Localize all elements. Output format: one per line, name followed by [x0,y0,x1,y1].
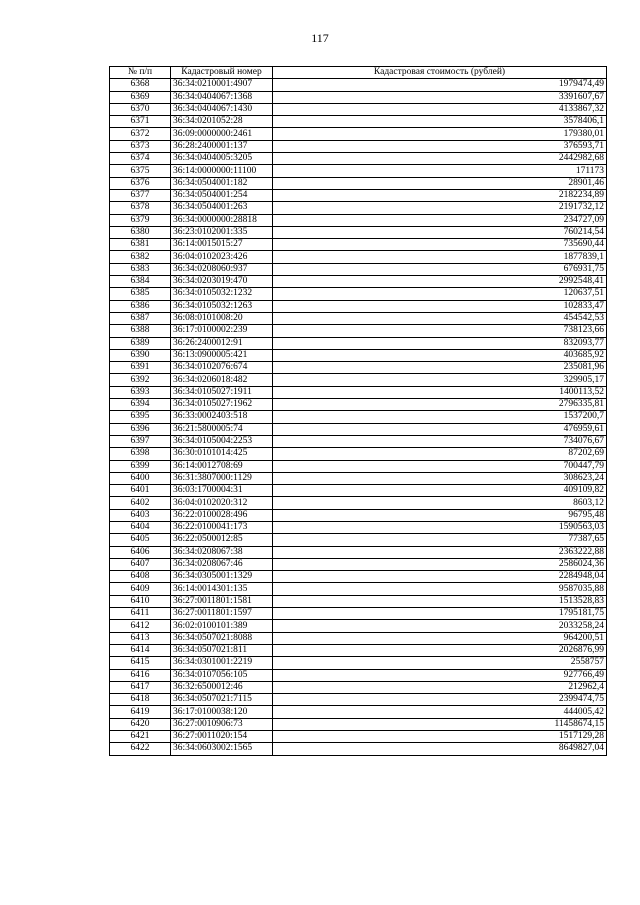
table-row [110,312,607,324]
row-number: 6419 [110,706,171,718]
cadastral-number: 36:22:0100041:173 [171,521,273,533]
cadastral-number: 36:21:5800005:74 [171,423,273,435]
cadastral-value: 1537200,7 [273,411,607,423]
cadastral-value: 832093,77 [273,337,607,349]
table-row [110,681,607,693]
cadastral-number: 36:03:1700004:31 [171,485,273,497]
cadastral-value: 8603,12 [273,497,607,509]
table-body [110,79,607,755]
cadastral-number: 36:17:0100002:239 [171,325,273,337]
table-row [110,583,607,595]
cadastral-number: 36:34:0201052:28 [171,116,273,128]
table-row [110,103,607,115]
cadastral-value: 2284948,04 [273,571,607,583]
table-row [110,423,607,435]
cadastral-value: 3391607,67 [273,91,607,103]
table-row [110,595,607,607]
cadastral-number: 36:34:0507021:8088 [171,632,273,644]
cadastral-number: 36:34:0504001:263 [171,202,273,214]
row-number: 6375 [110,165,171,177]
cadastral-number: 36:34:0000000:28818 [171,214,273,226]
table-row [110,239,607,251]
cadastral-number: 36:31:3807000:1129 [171,472,273,484]
row-number: 6385 [110,288,171,300]
table-row [110,325,607,337]
row-number: 6401 [110,485,171,497]
row-number: 6383 [110,263,171,275]
cadastral-number: 36:09:0000000:2461 [171,128,273,140]
column-header-number: № п/п [110,67,171,79]
cadastral-value: 77387,65 [273,534,607,546]
table-row [110,177,607,189]
cadastral-value: 9587035,88 [273,583,607,595]
cadastral-number: 36:22:0100028:496 [171,509,273,521]
table-row [110,251,607,263]
row-number: 6412 [110,620,171,632]
table-row [110,718,607,730]
cadastral-number: 36:34:0105032:1263 [171,300,273,312]
row-number: 6382 [110,251,171,263]
cadastral-value: 1795181,75 [273,608,607,620]
table-row [110,189,607,201]
table-row [110,435,607,447]
table-row [110,731,607,743]
cadastral-value: 87202,69 [273,448,607,460]
row-number: 6387 [110,312,171,324]
row-number: 6374 [110,153,171,165]
cadastral-value: 409109,82 [273,485,607,497]
row-number: 6406 [110,546,171,558]
row-number: 6379 [110,214,171,226]
table-row [110,509,607,521]
cadastral-value: 329905,17 [273,374,607,386]
row-number: 6405 [110,534,171,546]
cadastral-value: 11458674,15 [273,718,607,730]
cadastral-value: 2033258,24 [273,620,607,632]
cadastral-number: 36:04:0102023:426 [171,251,273,263]
row-number: 6394 [110,399,171,411]
cadastral-value: 760214,54 [273,226,607,238]
table-row [110,153,607,165]
cadastral-number: 36:30:0101014:425 [171,448,273,460]
cadastral-number: 36:34:0105004:2253 [171,435,273,447]
table-row [110,362,607,374]
row-number: 6416 [110,669,171,681]
cadastral-value: 2182234,89 [273,189,607,201]
cadastral-value: 3578406,1 [273,116,607,128]
table-row [110,669,607,681]
cadastral-value: 235081,96 [273,362,607,374]
cadastral-value: 2191732,12 [273,202,607,214]
row-number: 6388 [110,325,171,337]
cadastral-number: 36:34:0404067:1430 [171,103,273,115]
cadastral-value: 2363222,88 [273,546,607,558]
row-number: 6409 [110,583,171,595]
row-number: 6377 [110,189,171,201]
table-row [110,534,607,546]
table-row [110,128,607,140]
row-number: 6404 [110,521,171,533]
row-number: 6386 [110,300,171,312]
row-number: 6396 [110,423,171,435]
row-number: 6391 [110,362,171,374]
row-number: 6390 [110,349,171,361]
cadastral-value: 700447,79 [273,460,607,472]
row-number: 6378 [110,202,171,214]
cadastral-value: 120637,51 [273,288,607,300]
row-number: 6420 [110,718,171,730]
cadastral-value: 676931,75 [273,263,607,275]
cadastral-value: 2796335,81 [273,399,607,411]
page-number: 117 [311,31,329,45]
row-number: 6417 [110,681,171,693]
table-row [110,521,607,533]
row-number: 6368 [110,79,171,91]
cadastral-number: 36:22:0500012:85 [171,534,273,546]
cadastral-value: 927766,49 [273,669,607,681]
row-number: 6413 [110,632,171,644]
table-row [110,300,607,312]
table-row [110,386,607,398]
table-row [110,79,607,91]
cadastral-value: 2026876,99 [273,644,607,656]
row-number: 6421 [110,731,171,743]
row-number: 6393 [110,386,171,398]
row-number: 6400 [110,472,171,484]
row-number: 6403 [110,509,171,521]
table-row [110,632,607,644]
table-row [110,374,607,386]
row-number: 6381 [110,239,171,251]
table-row [110,288,607,300]
cadastral-number: 36:34:0102076:674 [171,362,273,374]
table-row [110,485,607,497]
row-number: 6408 [110,571,171,583]
cadastral-number: 36:34:0404005:3205 [171,153,273,165]
cadastral-value: 2586024,36 [273,558,607,570]
table-row [110,140,607,152]
cadastral-value: 734076,67 [273,435,607,447]
cadastral-value: 8649827,04 [273,743,607,755]
cadastral-number: 36:34:0208067:46 [171,558,273,570]
cadastral-number: 36:34:0305001:1329 [171,571,273,583]
cadastral-number: 36:34:0208060:937 [171,263,273,275]
table-row [110,91,607,103]
cadastral-value: 1517129,28 [273,731,607,743]
cadastral-number: 36:33:0002403:518 [171,411,273,423]
table-row [110,202,607,214]
cadastral-number: 36:34:0107056:105 [171,669,273,681]
cadastral-number: 36:14:0012708:69 [171,460,273,472]
column-header-cadastral-number: Кадастровый номер [171,67,273,79]
table-row [110,263,607,275]
row-number: 6407 [110,558,171,570]
cadastral-number: 36:34:0507021:811 [171,644,273,656]
table-row [110,644,607,656]
cadastral-number: 36:34:0210001:4907 [171,79,273,91]
cadastral-number: 36:34:0603002:1565 [171,743,273,755]
cadastral-number: 36:26:2400012:91 [171,337,273,349]
cadastral-value: 171173 [273,165,607,177]
table-header-row [110,67,607,79]
cadastral-value: 2558757 [273,657,607,669]
cadastral-value: 738123,66 [273,325,607,337]
table-row [110,620,607,632]
row-number: 6418 [110,694,171,706]
cadastral-value: 234727,09 [273,214,607,226]
cadastral-value: 2399474,75 [273,694,607,706]
cadastral-value: 4133867,32 [273,103,607,115]
cadastral-number: 36:34:0504001:182 [171,177,273,189]
cadastral-value: 179380,01 [273,128,607,140]
cadastral-number: 36:02:0100101:389 [171,620,273,632]
table-row [110,472,607,484]
table-row [110,657,607,669]
row-number: 6380 [110,226,171,238]
cadastral-value: 476959,61 [273,423,607,435]
cadastral-number: 36:14:0014301:135 [171,583,273,595]
table-row [110,337,607,349]
table-row [110,399,607,411]
cadastral-number: 36:34:0105027:1962 [171,399,273,411]
row-number: 6384 [110,276,171,288]
cadastral-number: 36:08:0101008:20 [171,312,273,324]
table-row [110,460,607,472]
table-row [110,226,607,238]
row-number: 6422 [110,743,171,755]
table-row [110,448,607,460]
cadastral-value: 1513528,83 [273,595,607,607]
row-number: 6373 [110,140,171,152]
row-number: 6389 [110,337,171,349]
cadastral-number: 36:34:0507021:7115 [171,694,273,706]
cadastral-number: 36:27:0011801:1581 [171,595,273,607]
cadastral-number: 36:27:0011801:1597 [171,608,273,620]
cadastral-value: 964200,51 [273,632,607,644]
cadastral-value: 1877839,1 [273,251,607,263]
row-number: 6370 [110,103,171,115]
cadastral-number: 36:34:0208067:38 [171,546,273,558]
cadastral-value: 376593,71 [273,140,607,152]
table-row [110,706,607,718]
cadastral-number: 36:23:0102001:335 [171,226,273,238]
cadastral-value: 454542,53 [273,312,607,324]
cadastral-value: 2442982,68 [273,153,607,165]
table-row [110,546,607,558]
cadastral-number: 36:27:0011020:154 [171,731,273,743]
cadastral-number: 36:32:6500012:46 [171,681,273,693]
cadastral-value: 735690,44 [273,239,607,251]
cadastral-value: 28901,46 [273,177,607,189]
cadastral-number: 36:28:2400001:137 [171,140,273,152]
cadastral-value: 308623,24 [273,472,607,484]
cadastral-value: 1590563,03 [273,521,607,533]
cadastral-number: 36:34:0105027:1911 [171,386,273,398]
row-number: 6372 [110,128,171,140]
row-number: 6399 [110,460,171,472]
row-number: 6395 [110,411,171,423]
table-row [110,608,607,620]
cadastral-number: 36:34:0404067:1368 [171,91,273,103]
cadastral-value: 1400113,52 [273,386,607,398]
row-number: 6411 [110,608,171,620]
row-number: 6376 [110,177,171,189]
cadastral-value: 212962,4 [273,681,607,693]
table-row [110,558,607,570]
cadastral-value: 403685,92 [273,349,607,361]
table-row [110,497,607,509]
row-number: 6414 [110,644,171,656]
table-row [110,743,607,755]
row-number: 6369 [110,91,171,103]
cadastral-value: 2992548,41 [273,276,607,288]
cadastral-value: 102833,47 [273,300,607,312]
table-row [110,349,607,361]
cadastral-number: 36:17:0100038:120 [171,706,273,718]
cadastral-value: 444005,42 [273,706,607,718]
column-header-cadastral-value: Кадастровая стоимость (рублей) [273,67,607,79]
cadastral-value: 96795,48 [273,509,607,521]
cadastral-number: 36:13:0900005:421 [171,349,273,361]
table-row [110,694,607,706]
cadastral-number: 36:34:0206018:482 [171,374,273,386]
table-row [110,165,607,177]
row-number: 6410 [110,595,171,607]
row-number: 6397 [110,435,171,447]
row-number: 6402 [110,497,171,509]
cadastral-number: 36:34:0105032:1232 [171,288,273,300]
cadastral-number: 36:14:0015015:27 [171,239,273,251]
cadastral-value: 1979474,49 [273,79,607,91]
cadastral-number: 36:34:0504001:254 [171,189,273,201]
table-row [110,276,607,288]
cadastral-number: 36:34:0301001:2219 [171,657,273,669]
cadastral-number: 36:14:0000000:11100 [171,165,273,177]
cadastral-number: 36:27:0010906:73 [171,718,273,730]
row-number: 6371 [110,116,171,128]
table-row [110,214,607,226]
cadastral-number: 36:34:0203019:470 [171,276,273,288]
table-row [110,116,607,128]
row-number: 6392 [110,374,171,386]
table-row [110,411,607,423]
table-row [110,571,607,583]
row-number: 6398 [110,448,171,460]
row-number: 6415 [110,657,171,669]
cadastral-value-table [109,66,607,756]
cadastral-number: 36:04:0102020:312 [171,497,273,509]
